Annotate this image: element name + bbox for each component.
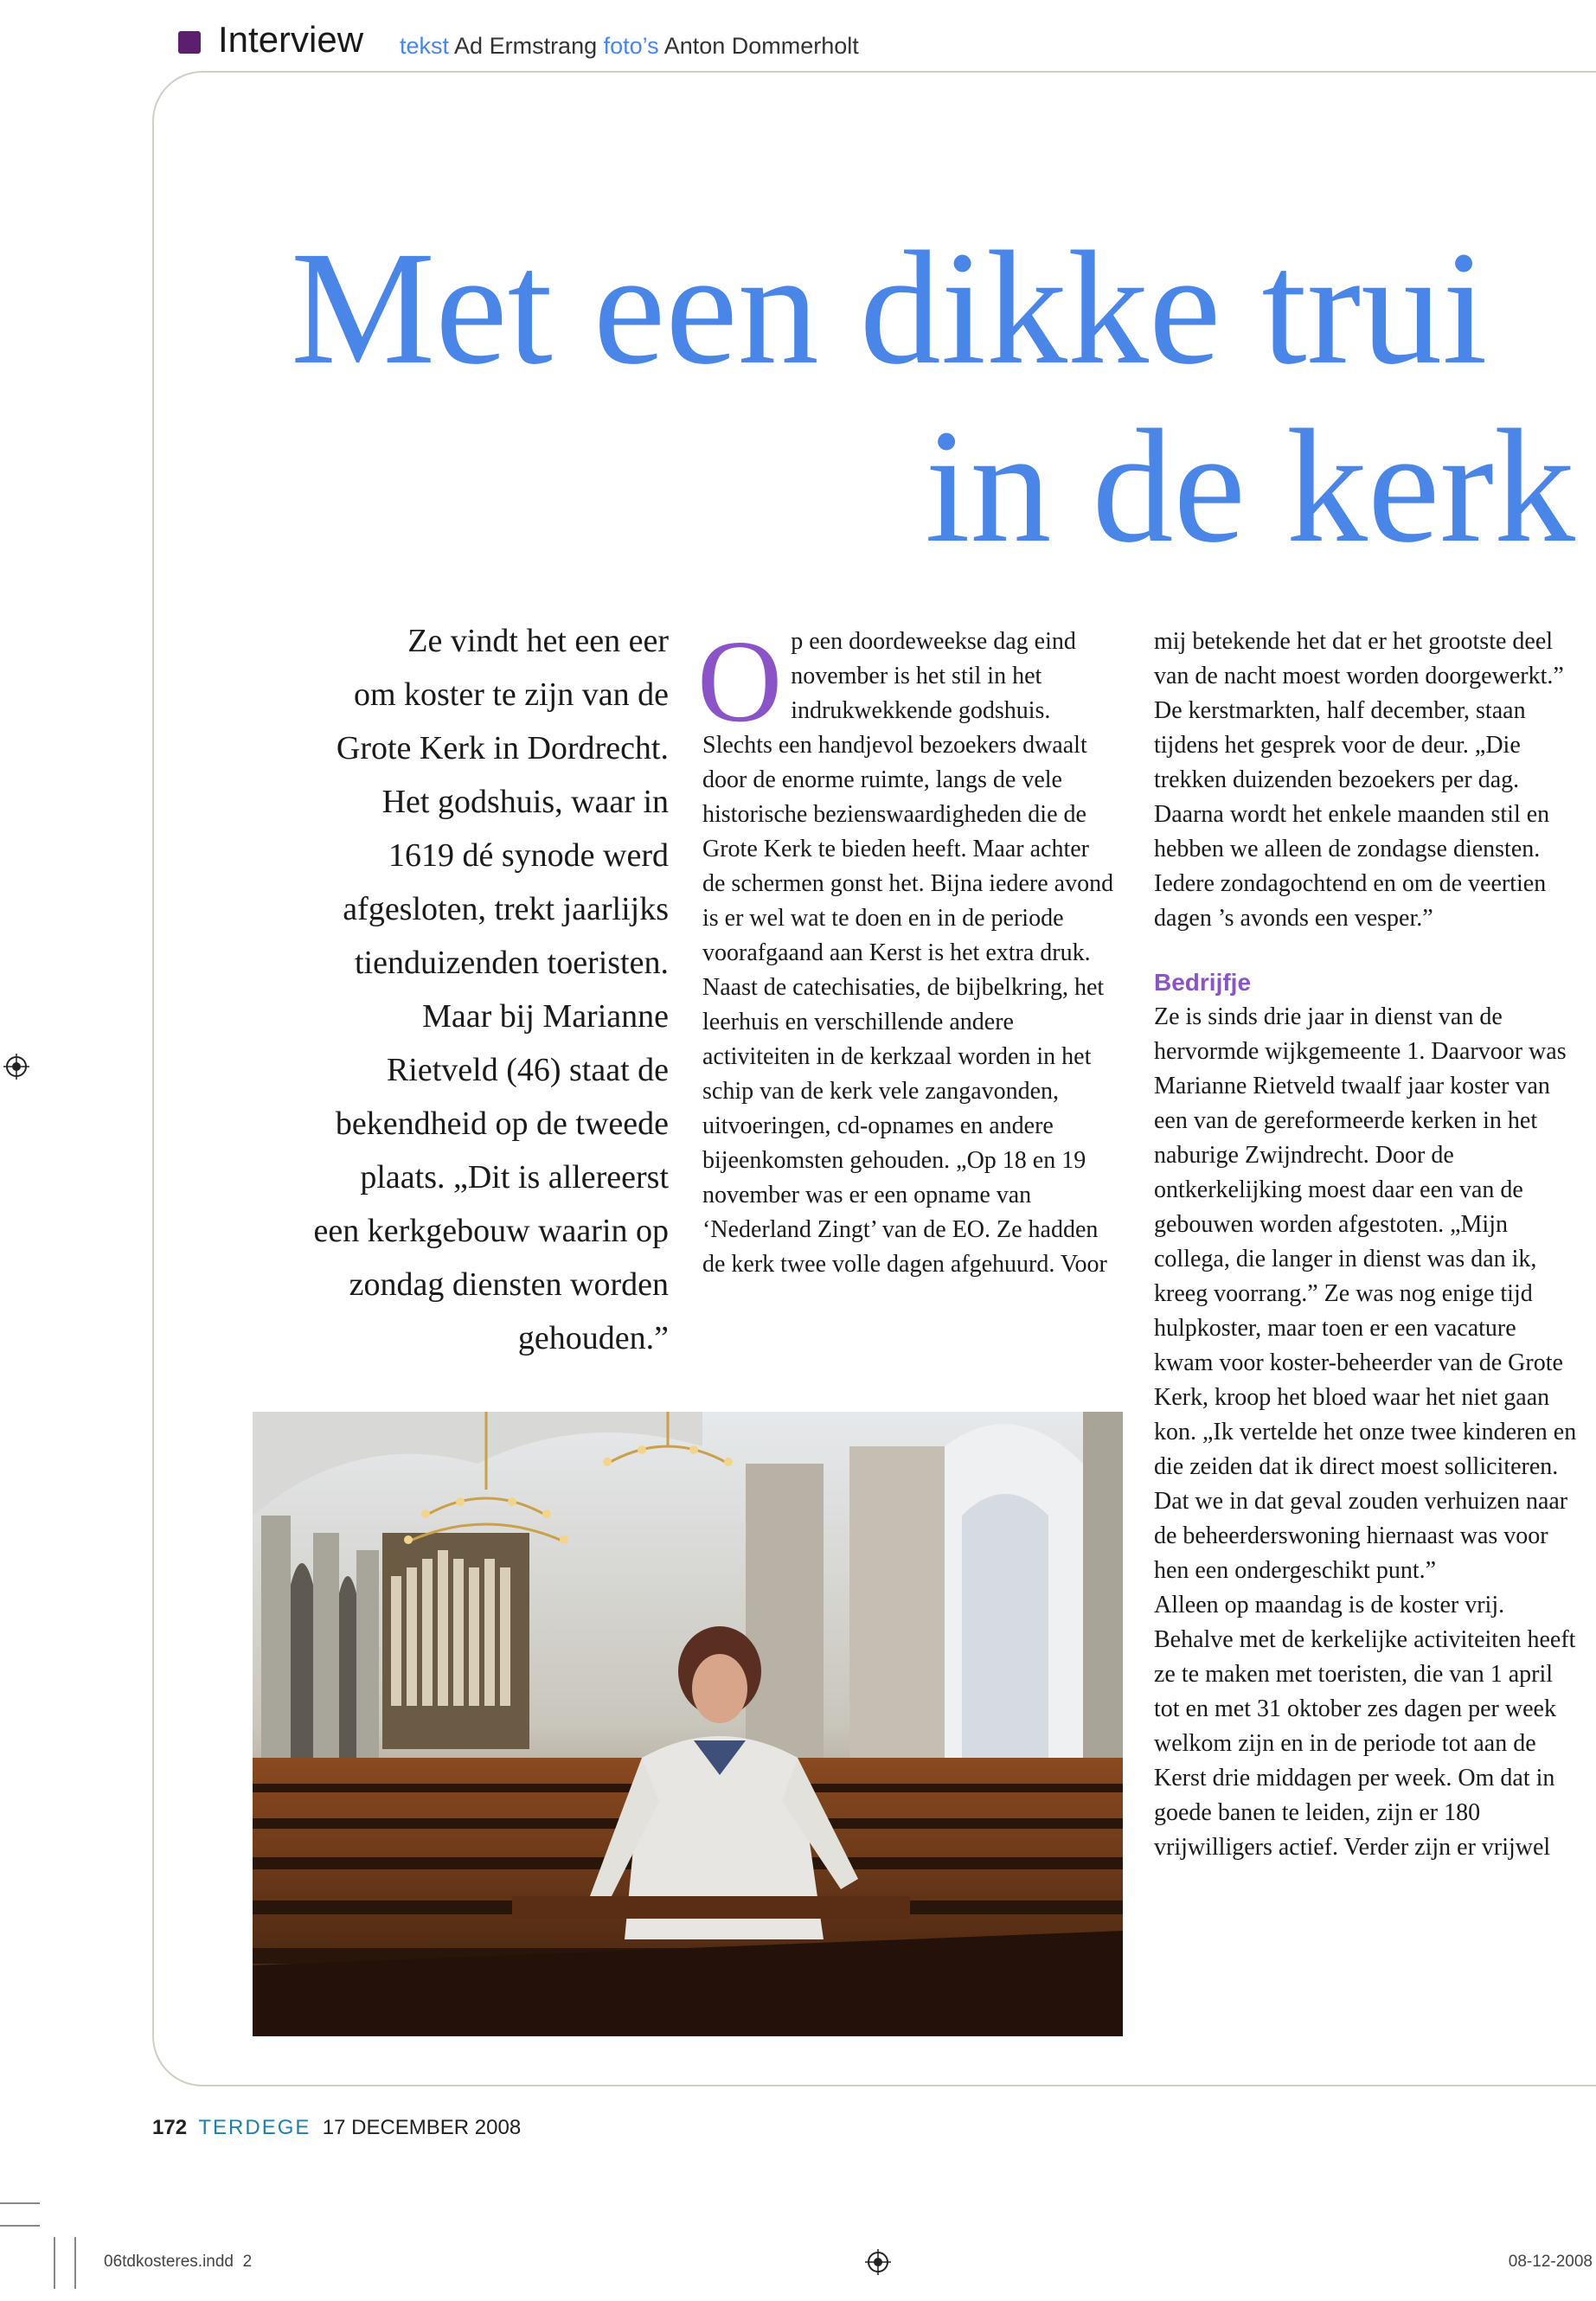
intro-lead bbox=[236, 614, 669, 1365]
page-number: 172 bbox=[152, 2116, 188, 2139]
paragraph-text: p een doordeweekse dag eind november is het stil in het indrukwekkende godshuis. Slechts een handjevol bezoekers dwaalt door de enorme ruimte, langs de vele historische bezienswaardigheden die de Grote Kerk te bieden heeft. Maar achter de schermen gonst het. Bijna iedere avond is er wel wat te doen en in de periode voorafgaand aan Kerst is het extra druk. bbox=[702, 628, 1114, 966]
headline-line-2: in de kerk bbox=[925, 395, 1575, 576]
intro-line: plaats. „Dit is allereerst bbox=[360, 1159, 669, 1195]
intro-line: tienduizenden toeristen. bbox=[355, 945, 669, 981]
intro-line: Rietveld (46) staat de bbox=[386, 1052, 669, 1088]
body-paragraph bbox=[697, 617, 1118, 971]
intro-line: gehouden.” bbox=[517, 1320, 669, 1356]
body-paragraph: Naast de catechisaties, de bijbelkring, het leerhuis en verschillende andere activiteiten in de kerkzaal worden in het schip van de kerk vele zangavonden, uitvoeringen, cd-opnames en andere bijeenkomsten gehouden. „Op 18 en 19 november was er een opname van ‘Nederland Zingt’ van de EO. Ze hadden de kerk twee volle dagen afgehuurd. Voor bbox=[702, 974, 1107, 1278]
section-marker-square bbox=[178, 31, 201, 54]
registration-mark-icon bbox=[865, 2249, 891, 2275]
text-credit-label: tekst bbox=[400, 33, 450, 59]
photo-illustration bbox=[253, 1412, 1123, 2036]
intro-line: Grote Kerk in Dordrecht. bbox=[336, 730, 669, 766]
page-folio bbox=[152, 2116, 521, 2140]
intro-line: 1619 dé synode werd bbox=[388, 837, 669, 874]
intro-line: een kerkgebouw waarin op bbox=[313, 1213, 669, 1249]
body-paragraph: Ze is sinds drie jaar in dienst van de hervormde wijkgemeente 1. Daarvoor was Marianne Rietveld twaalf jaar koster van een van de gereformeerde kerken in het naburige Zwijndrecht. Door de ontkerkelijking moest daar een van de gebouwen worden afgestoten. „Mijn collega, die langer in dienst was dan ik, kreeg voorrang.” Ze was nog enige tijd hulpkoster, maar toen er een vacature kwam voor koster-beheerder van de Grote Kerk, kroop het bloed waar het niet gaan kon. „Ik vertelde het onze twee kinderen en die zeiden dat ik direct moest solliciteren. Dat we in dat geval zouden verhuizen naar de beheerderswoning hiernaast was voor hen een ondergeschikt punt.” bbox=[1154, 1003, 1577, 1584]
intro-line: Ze vindt het een eer bbox=[407, 623, 669, 659]
slug-date: 08-12-2008 bbox=[1508, 2253, 1593, 2271]
crop-mark bbox=[0, 2225, 40, 2227]
slug-file bbox=[104, 2253, 252, 2272]
intro-line: zondag diensten worden bbox=[349, 1266, 669, 1303]
church-interior-photo bbox=[253, 1412, 1123, 2036]
intro-line: Maar bij Marianne bbox=[422, 998, 669, 1035]
magazine-name: TERDEGE bbox=[198, 2116, 311, 2139]
headline-line-1: Met een dikke trui bbox=[291, 217, 1488, 398]
author-name: Ad Ermstrang bbox=[454, 33, 598, 59]
photo-credit-label: foto’s bbox=[603, 33, 659, 59]
section-label: Interview bbox=[218, 19, 364, 60]
body-paragraph: mij betekende het dat er het grootste deel van de nacht moest worden doorgewerkt.” bbox=[1154, 628, 1564, 689]
body-column-middle bbox=[697, 617, 1118, 1282]
photographer-name: Anton Dommerholt bbox=[663, 33, 859, 59]
slug-page: 2 bbox=[242, 2253, 253, 2271]
credits-line bbox=[400, 33, 859, 60]
drop-cap: O bbox=[697, 617, 783, 747]
slug-filename: 06tdkosteres.indd bbox=[104, 2253, 234, 2271]
crop-mark bbox=[54, 2237, 55, 2289]
issue-date: 17 DECEMBER 2008 bbox=[322, 2116, 522, 2139]
subheading: Bedrijfje bbox=[1154, 969, 1252, 996]
intro-line: om koster te zijn van de bbox=[353, 676, 669, 713]
intro-line: afgesloten, trekt jaarlijks bbox=[343, 891, 669, 927]
intro-line: Het godshuis, waar in bbox=[381, 784, 669, 820]
crop-mark bbox=[0, 2202, 40, 2204]
crop-mark bbox=[74, 2237, 76, 2289]
body-paragraph: Alleen op maandag is de koster vrij. Behalve met de kerkelijke activiteiten heeft ze te maken met toeristen, die van 1 april tot en met 31 oktober zes dagen per week welkom zijn en in de periode tot aan de Kerst drie middagen per week. Om dat in goede banen te leiden, zijn er 180 vrijwilligers actief. Verder zijn er vrijwel bbox=[1154, 1592, 1576, 1861]
body-paragraph: De kerstmarkten, half december, staan tijdens het gesprek voor de deur. „Die trekken duizenden bezoekers per dag. Daarna wordt het enkele maanden stil en hebben we alleen de zondagse diensten. Iedere zondagochtend en om de veertien dagen ’s avonds een vesper.” bbox=[1154, 697, 1550, 932]
intro-line: bekendheid op de tweede bbox=[335, 1106, 669, 1142]
body-column-right bbox=[1154, 625, 1578, 1865]
registration-mark-icon bbox=[3, 1054, 29, 1080]
